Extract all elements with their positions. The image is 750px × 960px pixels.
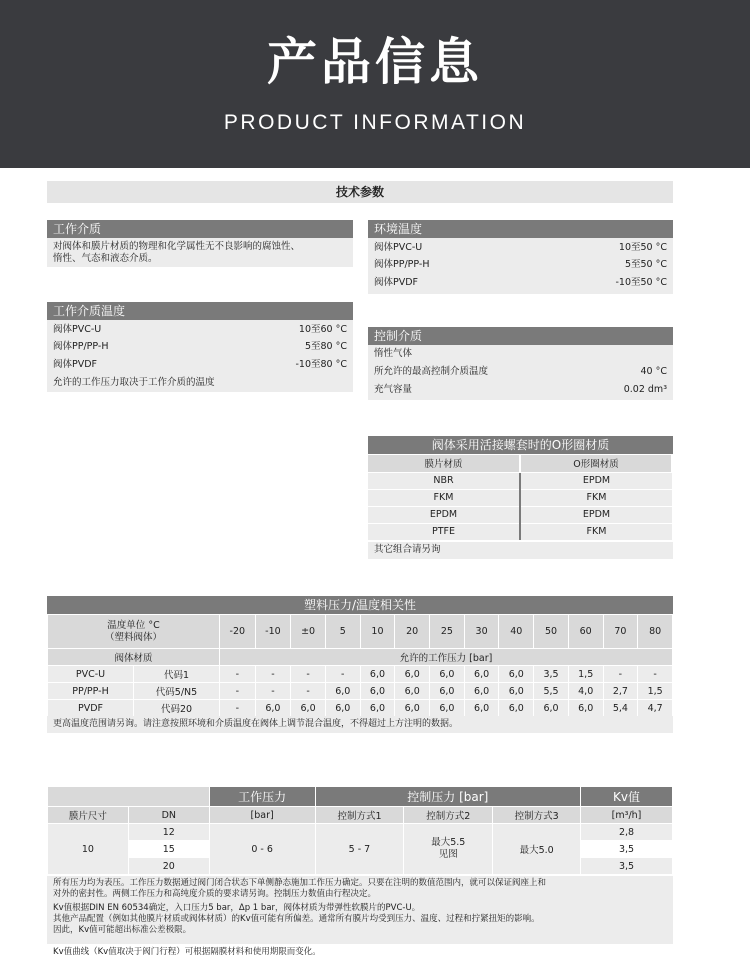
flow-dn: 12 — [128, 824, 209, 841]
pt-value: - — [220, 700, 256, 717]
flow-kv-value: 2,8 — [581, 824, 673, 841]
pt-material-label: 阀体材质 — [48, 649, 220, 666]
ambient-temp-label: 阀体PVC-U — [374, 242, 423, 253]
pt-value: 6,0 — [360, 700, 395, 717]
flow-dn-label: DN — [128, 807, 209, 824]
pt-temp-label-2: （塑料阀体） — [104, 631, 162, 643]
medium-temp-label: 阀体PVC-U — [53, 324, 102, 335]
oring-cell: NBR — [368, 472, 520, 489]
table-row — [368, 472, 672, 489]
medium-temp-header: 工作介质温度 — [47, 302, 353, 320]
pt-value: 6,0 — [360, 683, 395, 700]
pt-temp-cell: 40 — [499, 615, 534, 649]
pt-value: - — [220, 683, 256, 700]
pt-temp-cell: 70 — [603, 615, 638, 649]
control-medium-label: 所允许的最高控制介质温度 — [374, 366, 489, 377]
medium-temp-label: 阀体PP/PP-H — [53, 341, 109, 352]
medium-temp-value: 10至60 °C — [298, 324, 347, 335]
pt-temp-cell: 30 — [464, 615, 499, 649]
control-medium-header: 控制介质 — [368, 327, 673, 345]
pt-subheader-row — [48, 649, 673, 666]
control-medium-label: 惰性气体 — [374, 348, 413, 359]
flow-size: 10 — [48, 824, 129, 875]
pt-temp-cell: 60 — [568, 615, 603, 649]
pt-value: 6,0 — [430, 683, 465, 700]
pt-value: - — [291, 683, 326, 700]
oring-cell: FKM — [368, 489, 520, 506]
pt-temp-cell: 5 — [325, 615, 360, 649]
flow-kv-value: 3,5 — [581, 841, 673, 858]
pt-note: 更高温度范围请另询。请注意按照环境和介质温度在阀体上调节混合温度，不得超过上方注明的数据。 — [53, 719, 459, 729]
note-2-line-1: Kv值根据DIN EN 60534确定，入口压力5 bar，Δp 1 bar，阀体材质为带弹性软膜片的PVC-U。 — [53, 903, 421, 913]
oring-col-membrane: 膜片材质 — [368, 455, 520, 472]
medium-temp-label: 阀体PVDF — [53, 359, 98, 370]
table-row — [48, 700, 673, 717]
oring-cell: FKM — [520, 523, 672, 540]
pt-temp-cell: 25 — [430, 615, 465, 649]
control-medium-body — [368, 345, 673, 400]
working-medium-text-2: 惰性、气态和液态介质。 — [53, 253, 158, 264]
flow-kv-unit: [m³/h] — [581, 807, 673, 824]
ambient-temp-label: 阀体PVDF — [374, 277, 419, 288]
ambient-temp-body — [368, 238, 673, 294]
table-row — [368, 523, 672, 540]
medium-temp-note: 允许的工作压力取决于工作介质的温度 — [53, 377, 215, 388]
control-medium-value: 0.02 dm³ — [623, 384, 667, 395]
pt-value: 5,4 — [603, 700, 638, 717]
table-row — [48, 824, 673, 841]
pt-value: - — [291, 666, 326, 683]
pt-value: 6,0 — [360, 666, 395, 683]
pt-value: 3,5 — [534, 666, 569, 683]
notes-box — [47, 876, 673, 944]
pt-temp-cell: 10 — [360, 615, 395, 649]
pt-value: 6,0 — [568, 700, 603, 717]
pt-temps-row — [48, 615, 673, 649]
working-medium-text-1: 对阀体和膜片材质的物理和化学属性无不良影响的腐蚀性、 — [53, 241, 301, 252]
medium-temp-body — [47, 320, 353, 392]
pt-value: 1,5 — [568, 666, 603, 683]
note-1-line-2: 对外的密封性。两侧工作压力和高纯度介质的要求请另询。控制压力数值由行程决定。 — [53, 889, 377, 899]
note-3-box — [47, 946, 673, 959]
working-medium-body — [47, 238, 353, 267]
ambient-temp-value: 5至50 °C — [624, 259, 667, 270]
pt-header: 塑料压力/温度相关性 — [47, 596, 673, 614]
oring-cell: EPDM — [520, 506, 672, 523]
ambient-temp-label: 阀体PP/PP-H — [374, 259, 430, 270]
pt-value: 6,0 — [534, 700, 569, 717]
flow-control-pressure: 控制压力 [bar] — [315, 787, 581, 807]
pt-material: PVDF — [48, 700, 134, 717]
table-row — [368, 506, 672, 523]
flow-header-row — [48, 787, 673, 807]
pt-value: - — [220, 666, 256, 683]
flow-ctrl3-label: 控制方式3 — [493, 807, 581, 824]
note-3: Kv值曲线（Kv值取决于阀门行程）可根据隔膜材料和使用期限而变化。 — [53, 947, 321, 957]
page-subtitle: PRODUCT INFORMATION — [223, 111, 527, 134]
pt-value: 6,0 — [464, 683, 499, 700]
flow-ctrl1-label: 控制方式1 — [315, 807, 404, 824]
flow-bar-label: [bar] — [209, 807, 315, 824]
oring-cell: EPDM — [520, 472, 672, 489]
medium-temp-value: 5至80 °C — [304, 341, 347, 352]
pt-value: 6,0 — [464, 700, 499, 717]
ambient-temp-value: 10至50 °C — [618, 242, 667, 253]
page-title: 产品信息 — [267, 33, 483, 91]
pt-value: 6,0 — [395, 700, 430, 717]
oring-cell: FKM — [520, 489, 672, 506]
flow-dn: 15 — [128, 841, 209, 858]
working-medium-header: 工作介质 — [47, 220, 353, 238]
pt-temp-cell: -10 — [255, 615, 291, 649]
pt-code: 代码1 — [134, 666, 220, 683]
oring-col-oring: O形圈材质 — [520, 455, 672, 472]
pt-material: PVC-U — [48, 666, 134, 683]
pt-value: 6,0 — [430, 700, 465, 717]
pt-value: 6,0 — [395, 666, 430, 683]
medium-temp-value: -10至80 °C — [295, 359, 347, 370]
flow-header-blank — [48, 787, 210, 807]
flow-c1: 5 - 7 — [315, 824, 404, 875]
hero-header — [0, 0, 750, 168]
pt-value: 4,0 — [568, 683, 603, 700]
oring-note: 其它组合请另询 — [374, 544, 441, 555]
table-row — [368, 489, 672, 506]
ambient-temp-header: 环境温度 — [368, 220, 673, 238]
pt-value: 2,7 — [603, 683, 638, 700]
flow-c2-line2: 见图 — [438, 849, 458, 860]
table-row — [48, 666, 673, 683]
pt-code: 代码5/N5 — [134, 683, 220, 700]
flow-ctrl2-label: 控制方式2 — [404, 807, 493, 824]
pt-material: PP/PP-H — [48, 683, 134, 700]
pt-value: 6,0 — [499, 700, 534, 717]
pt-pressure-label: 允许的工作压力 [bar] — [220, 649, 673, 666]
oring-cell: PTFE — [368, 523, 520, 540]
oring-table — [368, 455, 673, 540]
pt-code: 代码20 — [134, 700, 220, 717]
pt-value: 6,0 — [325, 683, 360, 700]
pt-value: 6,0 — [325, 700, 360, 717]
pt-value: 6,0 — [464, 666, 499, 683]
tech-params-banner: 技术参数 — [47, 181, 673, 203]
pt-value: 6,0 — [395, 683, 430, 700]
ambient-temp-value: -10至50 °C — [615, 277, 667, 288]
control-medium-value: 40 °C — [640, 366, 667, 377]
pt-value: 6,0 — [430, 666, 465, 683]
pt-value: - — [255, 683, 291, 700]
flow-membrane-size-label: 膜片尺寸 — [48, 807, 129, 824]
flow-working-pressure: 工作压力 — [209, 787, 315, 807]
note-2-line-2: 其他产品配置（例如其他膜片材质或阀体材质）的Kv值可能有所偏差。通常所有膜片均受到压力、温度、过程和拧紧扭矩的影响。 — [53, 914, 540, 924]
pt-temp-cell: 50 — [534, 615, 569, 649]
pt-value: - — [603, 666, 638, 683]
pt-temp-cell: ±0 — [291, 615, 326, 649]
oring-column-header-row — [368, 455, 672, 472]
pt-value: 6,0 — [291, 700, 326, 717]
note-1-line-1: 所有压力均为表压。工作压力数据通过阀门闭合状态下单侧静态施加工作压力确定。只要在注明的数值范围内，就可以保证阀座上和 — [53, 878, 547, 888]
flow-c3: 最大5.0 — [493, 824, 581, 875]
pt-value: 1,5 — [638, 683, 673, 700]
note-2-line-3: 因此，Kv值可能超出标准公差极限。 — [53, 925, 192, 935]
pt-temp-label-cell — [48, 615, 220, 649]
pt-temp-cell: -20 — [220, 615, 256, 649]
pt-temp-label-1: 温度单位 °C — [107, 619, 160, 631]
control-medium-label: 充气容量 — [374, 384, 413, 395]
pt-note-box — [47, 716, 673, 733]
table-row — [48, 683, 673, 700]
oring-note-box — [368, 542, 673, 559]
flow-kv: Kv值 — [581, 787, 673, 807]
pt-value: - — [255, 666, 291, 683]
flow-c2-line1: 最大5.5 — [431, 837, 466, 848]
flow-dn: 20 — [128, 858, 209, 875]
pt-value: 6,0 — [499, 683, 534, 700]
flow-c2-cell — [404, 824, 493, 875]
flow-table — [47, 786, 673, 875]
pt-value: 5,5 — [534, 683, 569, 700]
pt-value: - — [325, 666, 360, 683]
pt-value: 4,7 — [638, 700, 673, 717]
pt-value: 6,0 — [255, 700, 291, 717]
pt-temp-cell: 80 — [638, 615, 673, 649]
pt-temp-cell: 20 — [395, 615, 430, 649]
pt-table — [47, 614, 673, 717]
flow-wp: 0 - 6 — [209, 824, 315, 875]
flow-kv-value: 3,5 — [581, 858, 673, 875]
pt-value: - — [638, 666, 673, 683]
pt-value: 6,0 — [499, 666, 534, 683]
oring-cell: EPDM — [368, 506, 520, 523]
flow-subheader-row — [48, 807, 673, 824]
oring-header: 阀体采用活接螺套时的O形圈材质 — [368, 436, 673, 454]
